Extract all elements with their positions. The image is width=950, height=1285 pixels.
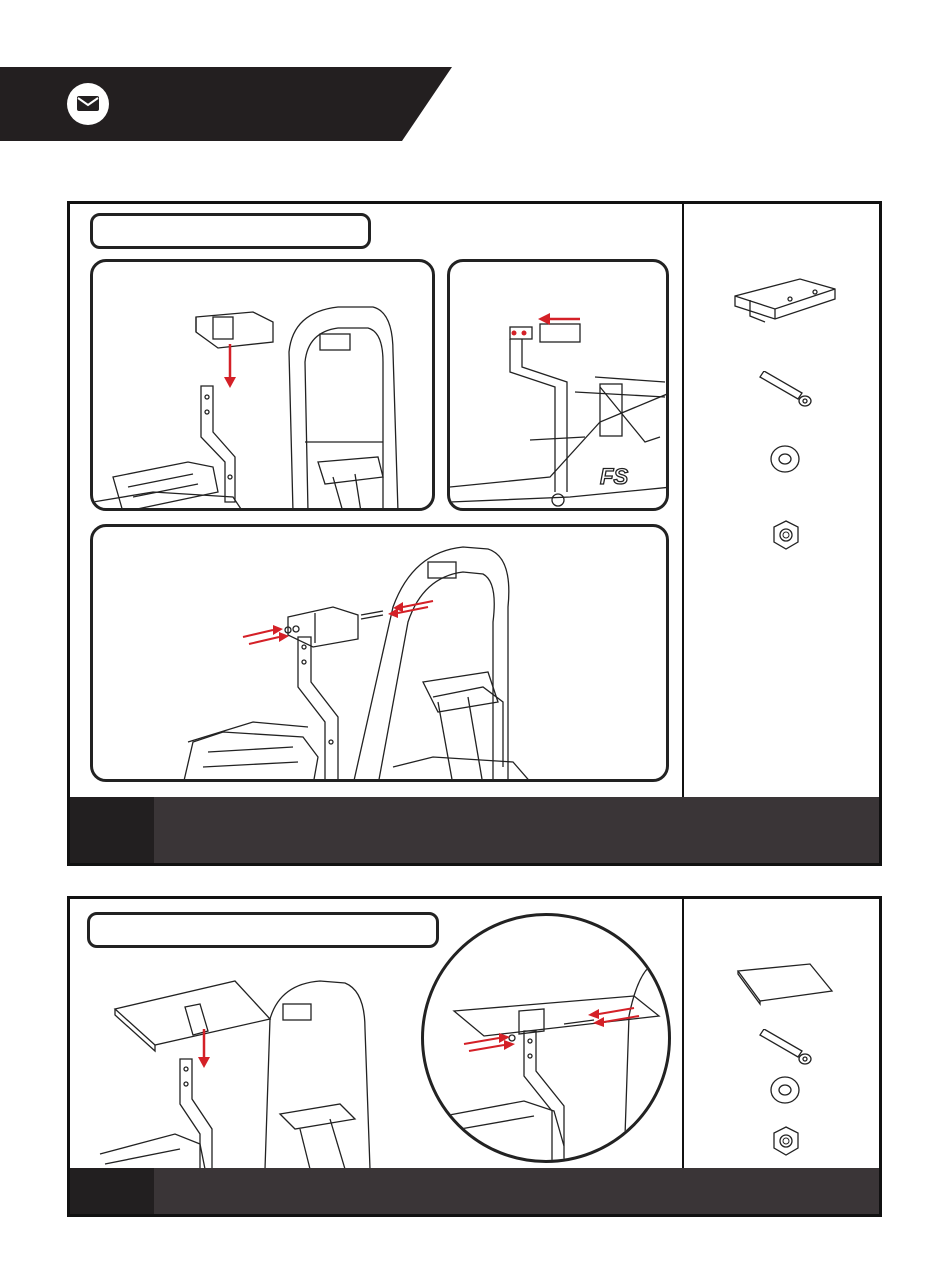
nut-icon [769,1124,803,1163]
step-2-parts-divider [682,899,684,1171]
step-1-parts-divider [682,204,684,800]
washer-icon [768,442,802,481]
tray-mount-illustration [80,969,410,1169]
step-2-detail-zoom [421,913,671,1163]
bracket-plate-icon [730,274,840,334]
section-header-banner [0,67,452,141]
assembly-step-1 [67,201,882,866]
bolt-icon [758,1029,818,1074]
svg-text:FS: FS [600,464,629,489]
step-2-number [70,1168,154,1214]
tray-plate-icon [735,961,835,1011]
step-2-title-box [87,912,439,948]
mail-icon [67,83,109,125]
washer-icon [768,1073,802,1112]
step-1-illustration-a [90,259,435,511]
bolt-icon [758,371,818,416]
step-1-illustration-b [447,259,669,511]
assembly-step-2 [67,896,882,1217]
seat-mount-illustration [93,262,435,511]
detail-bolting-illustration [424,916,671,1163]
side-view-illustration [450,262,669,511]
step-1-footer [70,797,879,863]
bolting-illustration [93,527,669,782]
step-1-title-box [90,213,371,249]
step-1-illustration-c [90,524,669,782]
step-2-footer [70,1168,879,1214]
nut-icon [769,518,803,557]
step-1-number [70,797,154,863]
